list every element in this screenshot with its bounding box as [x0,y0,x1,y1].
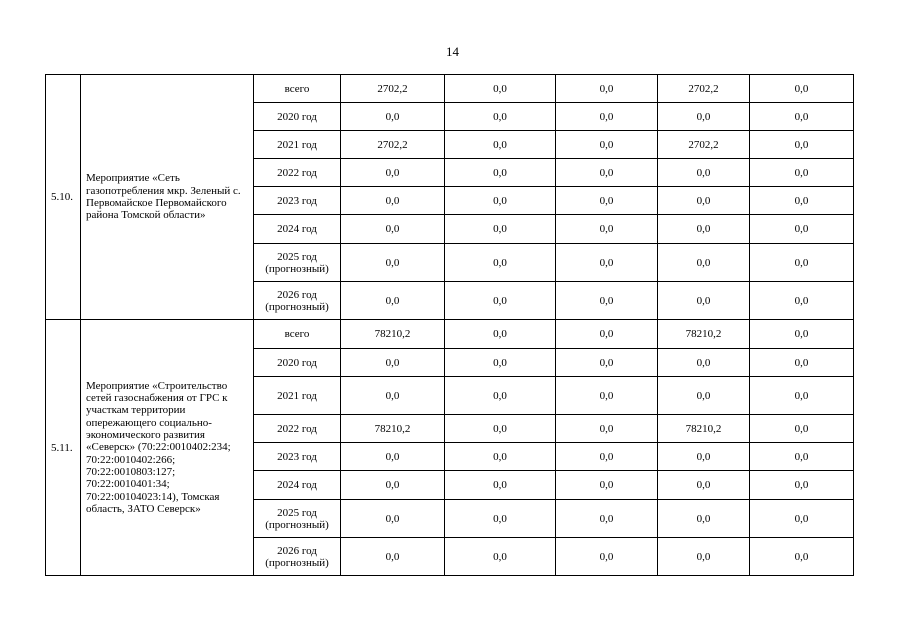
value-cell: 0,0 [341,377,445,415]
value-cell: 0,0 [556,538,658,576]
year-cell: всего [254,320,341,349]
year-cell: 2021 год [254,377,341,415]
year-cell: 2023 год [254,443,341,471]
value-cell: 0,0 [341,187,445,215]
year-cell: 2022 год [254,159,341,187]
value-cell: 0,0 [556,471,658,500]
value-cell: 2702,2 [658,75,750,103]
value-cell: 78210,2 [341,415,445,443]
value-cell: 0,0 [750,377,854,415]
value-cell: 2702,2 [341,131,445,159]
value-cell: 0,0 [341,215,445,244]
value-cell: 2702,2 [658,131,750,159]
value-cell: 0,0 [750,320,854,349]
value-cell: 0,0 [750,159,854,187]
value-cell: 0,0 [750,471,854,500]
value-cell: 0,0 [658,349,750,377]
value-cell: 0,0 [556,215,658,244]
value-cell: 2702,2 [341,75,445,103]
value-cell: 0,0 [658,443,750,471]
value-cell: 0,0 [750,244,854,282]
value-cell: 0,0 [445,471,556,500]
value-cell: 0,0 [658,471,750,500]
value-cell: 0,0 [341,471,445,500]
value-cell: 0,0 [658,538,750,576]
value-cell: 0,0 [445,538,556,576]
year-cell: 2026 год (прогнозный) [254,538,341,576]
value-cell: 0,0 [445,500,556,538]
value-cell: 0,0 [445,349,556,377]
table-row [46,75,854,103]
value-cell: 0,0 [750,131,854,159]
value-cell: 0,0 [445,215,556,244]
year-cell: 2025 год (прогнозный) [254,244,341,282]
value-cell: 0,0 [556,443,658,471]
value-cell: 0,0 [658,282,750,320]
value-cell: 0,0 [556,131,658,159]
year-cell: 2021 год [254,131,341,159]
value-cell: 0,0 [658,500,750,538]
value-cell: 0,0 [341,282,445,320]
value-cell: 0,0 [445,75,556,103]
year-cell: всего [254,75,341,103]
value-cell: 0,0 [445,131,556,159]
value-cell: 0,0 [556,349,658,377]
value-cell: 0,0 [445,244,556,282]
year-cell: 2023 год [254,187,341,215]
value-cell: 0,0 [556,244,658,282]
value-cell: 78210,2 [658,415,750,443]
table-body [46,75,854,576]
value-cell: 0,0 [556,320,658,349]
value-cell: 0,0 [445,443,556,471]
year-cell: 2026 год (прогнозный) [254,282,341,320]
year-cell: 2025 год (прогнозный) [254,500,341,538]
value-cell: 0,0 [658,215,750,244]
budget-table [45,74,854,576]
value-cell: 0,0 [658,103,750,131]
value-cell: 0,0 [341,443,445,471]
value-cell: 0,0 [445,103,556,131]
value-cell: 0,0 [750,103,854,131]
value-cell: 0,0 [556,500,658,538]
value-cell: 0,0 [341,500,445,538]
year-cell: 2024 год [254,215,341,244]
value-cell: 0,0 [658,377,750,415]
value-cell: 0,0 [341,349,445,377]
value-cell: 0,0 [658,159,750,187]
value-cell: 0,0 [341,159,445,187]
event-description: Мероприятие «Сеть газопотребления мкр. Зеленый с. Первомайское Первомайского района Томской области» [81,75,254,320]
value-cell: 0,0 [445,187,556,215]
year-cell: 2022 год [254,415,341,443]
value-cell: 78210,2 [658,320,750,349]
value-cell: 0,0 [750,349,854,377]
page-number: 14 [446,44,459,59]
value-cell: 0,0 [556,103,658,131]
value-cell: 0,0 [556,75,658,103]
value-cell: 0,0 [750,75,854,103]
value-cell: 0,0 [445,320,556,349]
year-cell: 2020 год [254,349,341,377]
value-cell: 0,0 [445,377,556,415]
value-cell: 0,0 [556,159,658,187]
value-cell: 0,0 [341,538,445,576]
value-cell: 0,0 [750,187,854,215]
value-cell: 0,0 [556,187,658,215]
value-cell: 0,0 [750,443,854,471]
value-cell: 0,0 [445,159,556,187]
row-number: 5.11. [46,320,81,576]
value-cell: 0,0 [556,282,658,320]
value-cell: 0,0 [341,244,445,282]
value-cell: 0,0 [445,282,556,320]
value-cell: 78210,2 [341,320,445,349]
value-cell: 0,0 [750,282,854,320]
value-cell: 0,0 [750,538,854,576]
row-number: 5.10. [46,75,81,320]
value-cell: 0,0 [445,415,556,443]
value-cell: 0,0 [556,377,658,415]
value-cell: 0,0 [658,244,750,282]
value-cell: 0,0 [750,500,854,538]
year-cell: 2024 год [254,471,341,500]
value-cell: 0,0 [341,103,445,131]
value-cell: 0,0 [750,415,854,443]
value-cell: 0,0 [750,215,854,244]
value-cell: 0,0 [658,187,750,215]
value-cell: 0,0 [556,415,658,443]
table-row [46,320,854,349]
year-cell: 2020 год [254,103,341,131]
event-description: Мероприятие «Строительство сетей газоснабжения от ГРС к участкам территории опережающего социально-экономического развития «Северск» (70:22:0010402:234; 70:22:0010402:266; 70:22:0010803:127; 70:22:0010401:34; 70:22:00104023:14), Томская область, ЗАТО Северск» [81,320,254,576]
